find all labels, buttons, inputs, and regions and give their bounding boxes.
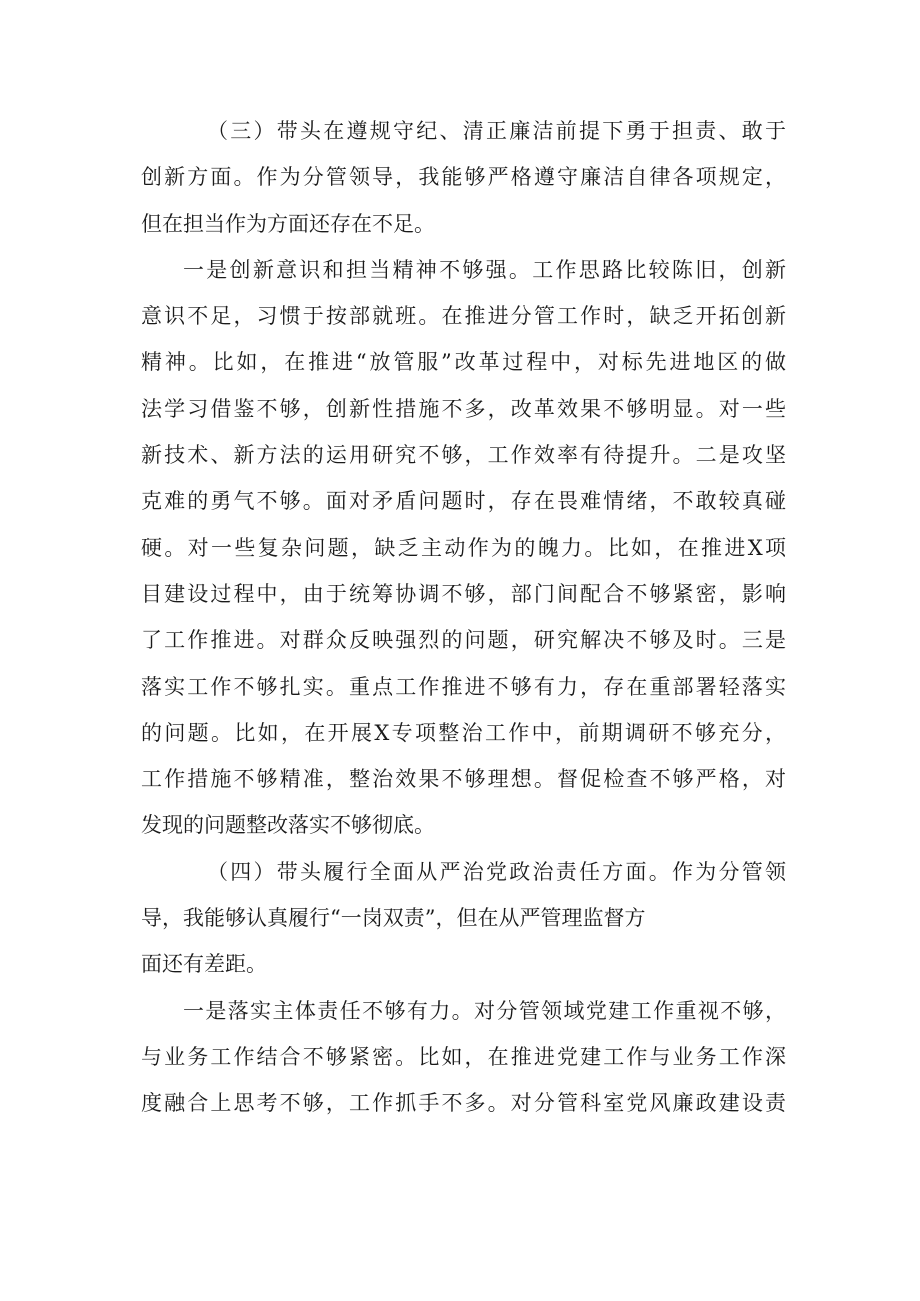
text-line: 了工作推进。对群众反映强烈的问题，研究解决不够及时。三是 — [141, 628, 786, 653]
text-line: 目建设过程中，由于统筹协调不够，部门间配合不够紧密，影响 — [141, 581, 786, 606]
text-line: （四）带头履行全面从严治党政治责任方面。作为分管领 — [207, 859, 786, 884]
text-line: 一是落实主体责任不够有力。对分管领域党建工作重视不够， — [183, 998, 786, 1023]
paragraph-section-3 — [141, 108, 786, 247]
paragraph-section-4 — [141, 849, 786, 988]
text-line: 落实工作不够扎实。重点工作推进不够有力，存在重部署轻落实 — [141, 674, 786, 699]
text-line: 创新方面。作为分管领导，我能够严格遵守廉洁自律各项规定， — [141, 165, 786, 190]
text-line: 意识不足，习惯于按部就班。在推进分管工作时，缺乏开拓创新 — [141, 304, 786, 329]
text-line: 一是创新意识和担当精神不够强。工作思路比较陈旧，创新 — [183, 257, 786, 282]
text-line: （三）带头在遵规守纪、清正廉洁前提下勇于担责、敢于 — [207, 119, 786, 143]
text-line: 工作措施不够精准，整治效果不够理想。督促检查不够严格，对 — [141, 767, 786, 792]
text-line: 面还有差距。 — [141, 952, 267, 977]
text-line: 与业务工作结合不够紧密。比如，在推进党建工作与业务工作深 — [141, 1044, 786, 1069]
text-line: 法学习借鉴不够，创新性措施不多，改革效果不够明显。对一些 — [141, 396, 786, 421]
text-line: 的问题。比如，在开展X专项整治工作中，前期调研不够充分， — [141, 720, 786, 745]
text-line: 但在担当作为方面还存在不足。 — [141, 211, 435, 236]
text-line: 度融合上思考不够，工作抓手不多。对分管科室党风廉政建设责 — [141, 1091, 786, 1116]
paragraph-section-4-detail — [141, 988, 786, 1127]
text-line: 硬。对一些复杂问题，缺乏主动作为的魄力。比如，在推进X项 — [141, 535, 786, 560]
text-line: 克难的勇气不够。面对矛盾问题时，存在畏难情绪，不敢较真碰 — [141, 489, 786, 514]
document-body — [141, 108, 786, 1127]
text-line: 新技术、新方法的运用研究不够，工作效率有待提升。二是攻坚 — [141, 443, 786, 468]
text-line: 发现的问题整改落实不够彻底。 — [141, 813, 435, 838]
text-line: 精神。比如，在推进“放管服”改革过程中，对标先进地区的做 — [141, 350, 786, 375]
text-line: 导，我能够认真履行“一岗双责”，但在从严管理监督方 — [141, 906, 646, 931]
paragraph-section-3-detail — [141, 247, 786, 849]
